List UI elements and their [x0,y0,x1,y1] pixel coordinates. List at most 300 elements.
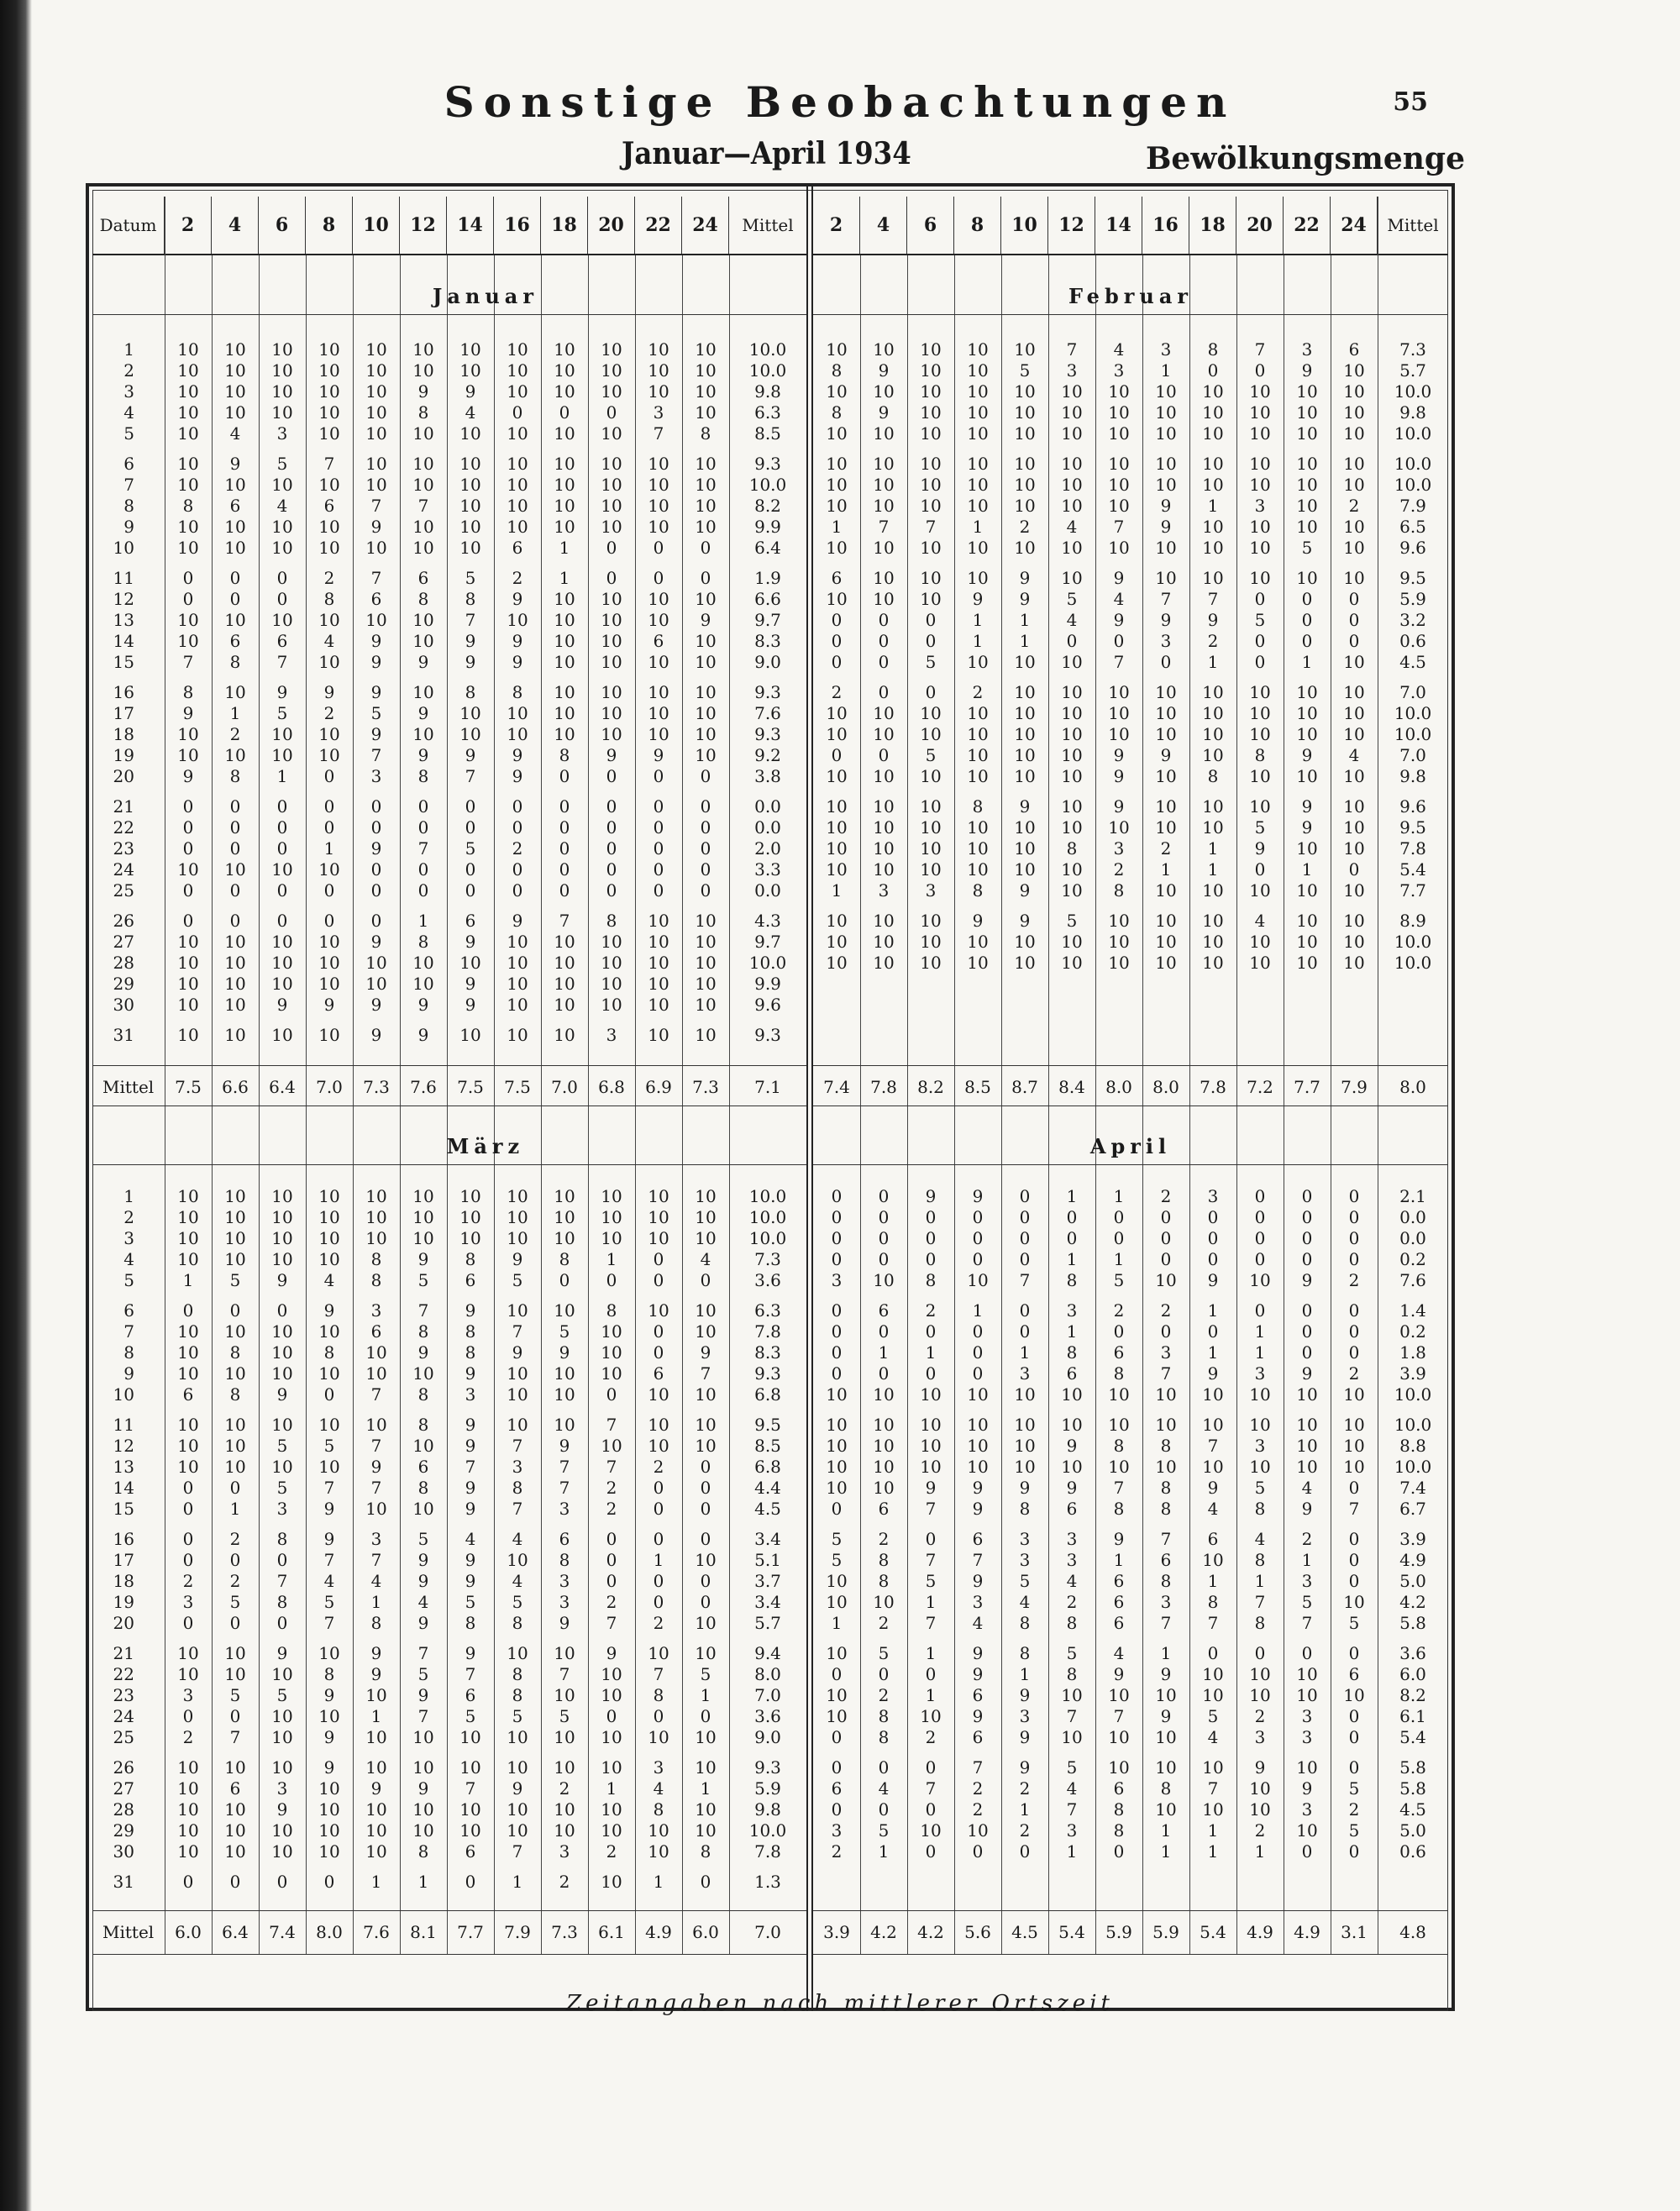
observation-cell: 3 [276,423,288,444]
observation-cell: 3 [370,766,382,786]
observation-cell: 10 [1296,1757,1318,1778]
daily-mean-cell: 9.9 [754,517,781,537]
daily-mean-cell: 4.4 [754,1478,781,1498]
observation-cell: 9 [512,766,523,786]
observation-cell: 0 [925,631,937,651]
observation-cell: 10 [1202,1664,1224,1684]
observation-cell: 7 [606,1457,617,1477]
observation-cell: 3 [276,1778,288,1799]
daily-mean-cell: 4.3 [754,911,781,931]
observation-cell: 10 [318,402,340,423]
observation-cell: 6 [1348,1664,1360,1684]
observation-cell: 10 [967,1436,989,1456]
observation-cell: 10 [648,1415,669,1435]
observation-cell: 0 [1019,1249,1031,1269]
observation-cell: 1 [1207,1300,1219,1321]
observation-cell: 0 [1301,1643,1313,1663]
observation-cell: 9 [925,1186,937,1206]
observation-cell: 2 [559,1778,570,1799]
observation-cell: 10 [1343,360,1365,381]
date-label: 13 [113,610,134,630]
observation-cell: 7 [370,1550,382,1570]
observation-cell: 0 [972,1321,984,1342]
observation-cell: 10 [1155,538,1177,558]
observation-cell: 10 [1249,568,1271,588]
observation-cell: 10 [920,454,942,474]
observation-cell: 10 [1108,381,1130,402]
observation-cell: 1 [1207,1820,1219,1841]
observation-cell: 10 [177,631,199,651]
daily-mean-cell: 5.8 [1399,1778,1426,1799]
observation-cell: 10 [554,1820,575,1841]
observation-cell: 10 [459,360,481,381]
observation-cell: 10 [177,360,199,381]
observation-cell: 10 [1014,1384,1036,1405]
observation-cell: 10 [177,1436,199,1456]
daily-mean-cell: 9.6 [1399,796,1426,817]
observation-cell: 1 [972,610,984,630]
observation-cell: 10 [365,381,387,402]
observation-cell: 3 [1301,1727,1313,1747]
observation-cell: 10 [271,953,293,973]
observation-cell: 9 [182,766,194,786]
observation-cell: 10 [601,381,622,402]
observation-cell: 0 [229,1300,241,1321]
hourly-mean-cell: 7.8 [870,1077,897,1097]
observation-cell: 9 [512,911,523,931]
observation-cell: 10 [648,974,669,994]
observation-cell: 0 [465,859,476,880]
observation-cell: 0 [1207,1643,1219,1663]
daily-mean-cell: 9.6 [754,995,781,1015]
observation-cell: 10 [1296,496,1318,516]
observation-cell: 1 [1160,1820,1172,1841]
observation-cell: 8 [972,796,984,817]
observation-cell: 0 [229,1550,241,1570]
observation-cell: 10 [648,652,669,672]
observation-cell: 0 [465,796,476,817]
observation-cell: 1 [972,1300,984,1321]
observation-cell: 0 [1301,631,1313,651]
observation-cell: 9 [512,1342,523,1363]
observation-cell: 0 [182,1872,194,1892]
date-label: 24 [113,1706,134,1726]
observation-cell: 10 [412,724,434,744]
observation-cell: 8 [1019,1613,1031,1633]
observation-cell: 10 [365,475,387,495]
observation-cell: 0 [1207,1228,1219,1248]
observation-cell: 10 [826,589,848,609]
observation-cell: 10 [224,475,246,495]
month-title-rule [813,314,1448,315]
observation-cell: 10 [1061,423,1083,444]
observation-cell: 0 [1348,1478,1360,1498]
observation-cell: 3 [276,1499,288,1519]
observation-cell: 2 [1348,1363,1360,1384]
observation-cell: 7 [370,1478,382,1498]
observation-cell: 0 [653,1342,664,1363]
observation-cell: 9 [182,703,194,723]
observation-cell: 10 [412,423,434,444]
observation-cell: 8 [653,1799,664,1820]
observation-cell: 9 [465,631,476,651]
observation-cell: 0 [276,1872,288,1892]
observation-cell: 5 [370,703,382,723]
daily-mean-cell: 4.5 [1399,1799,1426,1820]
observation-cell: 0 [182,1550,194,1570]
observation-cell: 6 [831,1778,843,1799]
observation-cell: 1 [417,911,429,931]
observation-cell: 9 [465,1436,476,1456]
observation-cell: 10 [826,953,848,973]
observation-cell: 4 [700,1249,711,1269]
hourly-mean-cell: 6.8 [598,1077,625,1097]
observation-cell: 0 [1254,589,1266,609]
date-label: 9 [123,517,134,537]
observation-cell: 0 [700,1706,711,1726]
observation-cell: 10 [648,682,669,702]
observation-cell: 0 [653,538,664,558]
observation-cell: 5 [465,838,476,859]
observation-cell: 1 [606,1249,617,1269]
header-hour: 24 [1331,197,1378,254]
daily-mean-cell: 7.3 [754,1249,781,1269]
observation-cell: 10 [1343,682,1365,702]
observation-cell: 10 [967,859,989,880]
observation-cell: 10 [1155,1384,1177,1405]
observation-cell: 10 [920,1457,942,1477]
observation-cell: 9 [1207,1270,1219,1290]
mean-row-rule [813,1910,1448,1911]
observation-cell: 0 [1113,1321,1125,1342]
observation-cell: 10 [873,381,895,402]
observation-cell: 10 [507,454,528,474]
observation-cell: 0 [653,568,664,588]
observation-cell: 1 [417,1872,429,1892]
date-label: 28 [113,953,134,973]
observation-cell: 10 [318,932,340,952]
observation-cell: 3 [370,1300,382,1321]
observation-cell: 10 [318,1706,340,1726]
observation-cell: 9 [1113,745,1125,765]
observation-cell: 0 [1207,1207,1219,1227]
hourly-mean-cell: 4.5 [1011,1922,1038,1942]
observation-cell: 8 [1066,838,1078,859]
observation-cell: 8 [417,1321,429,1342]
date-label: 29 [113,1820,134,1841]
observation-cell: 9 [1160,610,1172,630]
date-label: 30 [113,995,134,1015]
observation-cell: 0 [653,859,664,880]
observation-cell: 6 [972,1529,984,1549]
observation-cell: 10 [507,1757,528,1778]
observation-cell: 2 [1019,517,1031,537]
observation-cell: 6 [972,1727,984,1747]
header-hour: 16 [1142,197,1189,254]
observation-cell: 0 [559,796,570,817]
monthly-mean-cell: 4.8 [1399,1922,1426,1942]
observation-cell: 9 [417,703,429,723]
observation-cell: 9 [972,589,984,609]
daily-mean-cell: 10.0 [1394,423,1432,444]
header-hour: 24 [682,197,729,254]
hourly-mean-cell: 7.7 [457,1922,484,1942]
observation-cell: 0 [700,568,711,588]
observation-cell: 8 [1160,1778,1172,1799]
observation-cell: 10 [1108,454,1130,474]
observation-cell: 1 [512,1872,523,1892]
daily-mean-cell: 10.0 [748,953,787,973]
observation-cell: 0 [512,796,523,817]
observation-cell: 10 [365,360,387,381]
date-label: 23 [113,1685,134,1705]
observation-cell: 10 [967,381,989,402]
observation-cell: 0 [972,1342,984,1363]
observation-cell: 0 [182,589,194,609]
date-label: 25 [113,880,134,901]
observation-cell: 10 [224,1643,246,1663]
observation-cell: 0 [182,1478,194,1498]
hourly-mean-cell: 7.3 [551,1922,578,1942]
observation-cell: 1 [1019,1664,1031,1684]
observation-cell: 7 [370,1436,382,1456]
observation-cell: 7 [276,1571,288,1591]
observation-cell: 0 [831,631,843,651]
hourly-mean-cell: 5.4 [1058,1922,1085,1942]
observation-cell: 3 [1160,631,1172,651]
observation-cell: 10 [177,538,199,558]
observation-cell: 10 [1249,682,1271,702]
daily-mean-cell: 2.0 [754,838,781,859]
observation-cell: 10 [1343,724,1365,744]
observation-cell: 5 [925,745,937,765]
observation-cell: 10 [920,1384,942,1405]
observation-cell: 10 [507,974,528,994]
observation-cell: 10 [1296,766,1318,786]
observation-cell: 8 [559,1550,570,1570]
observation-cell: 7 [559,1457,570,1477]
observation-cell: 9 [323,1529,335,1549]
observation-cell: 5 [323,1592,335,1612]
observation-cell: 10 [967,1457,989,1477]
observation-cell: 5 [229,1685,241,1705]
observation-cell: 10 [601,1321,622,1342]
observation-cell: 9 [465,1363,476,1384]
observation-cell: 4 [1254,1529,1266,1549]
observation-cell: 10 [1014,932,1036,952]
observation-cell: 10 [1296,381,1318,402]
observation-cell: 10 [1061,381,1083,402]
observation-cell: 1 [1160,360,1172,381]
observation-cell: 10 [318,953,340,973]
observation-cell: 0 [276,911,288,931]
observation-cell: 8 [229,1384,241,1405]
observation-cell: 1 [831,880,843,901]
observation-cell: 8 [1254,1613,1266,1633]
date-label: 29 [113,974,134,994]
observation-cell: 4 [1019,1592,1031,1612]
observation-cell: 0 [925,682,937,702]
observation-cell: 9 [512,1249,523,1269]
mean-row-rule [92,1065,806,1066]
observation-cell: 1 [1019,1799,1031,1820]
observation-cell: 5 [878,1643,890,1663]
observation-cell: 10 [1296,911,1318,931]
observation-cell: 10 [1343,381,1365,402]
observation-cell: 0 [925,1799,937,1820]
observation-cell: 2 [512,568,523,588]
observation-cell: 4 [323,1270,335,1290]
observation-cell: 0 [1348,859,1360,880]
observation-cell: 10 [826,1571,848,1591]
observation-cell: 10 [1155,568,1177,588]
observation-cell: 10 [177,1778,199,1799]
observation-cell: 0 [831,1664,843,1684]
observation-cell: 10 [695,402,717,423]
daily-mean-cell: 5.4 [1399,859,1426,880]
observation-cell: 10 [695,496,717,516]
observation-cell: 10 [412,1363,434,1384]
observation-cell: 10 [826,838,848,859]
observation-cell: 10 [507,496,528,516]
hourly-mean-cell: 7.5 [175,1077,202,1097]
observation-cell: 10 [177,475,199,495]
hourly-mean-cell: 5.9 [1105,1922,1132,1942]
observation-cell: 8 [878,1706,890,1726]
daily-mean-cell: 9.3 [754,1025,781,1045]
observation-cell: 0 [925,1757,937,1778]
observation-cell: 8 [1113,1436,1125,1456]
daily-mean-cell: 4.5 [754,1499,781,1519]
observation-cell: 0 [878,1799,890,1820]
observation-cell: 10 [601,1757,622,1778]
observation-cell: 0 [653,766,664,786]
observation-cell: 10 [695,454,717,474]
observation-cell: 7 [512,1841,523,1862]
hourly-mean-cell: 6.0 [175,1922,202,1942]
date-label: 15 [113,1499,134,1519]
observation-cell: 10 [695,1207,717,1227]
observation-cell: 10 [412,631,434,651]
observation-cell: 4 [1207,1499,1219,1519]
observation-cell: 9 [465,745,476,765]
observation-cell: 9 [512,745,523,765]
observation-cell: 7 [559,911,570,931]
observation-cell: 3 [1254,1727,1266,1747]
observation-cell: 10 [695,339,717,360]
observation-cell: 10 [507,339,528,360]
header-hour: 10 [353,197,400,254]
daily-mean-cell: 7.6 [1399,1270,1426,1290]
observation-cell: 9 [972,1499,984,1519]
daily-mean-cell: 10.0 [1394,1457,1432,1477]
observation-cell: 0 [276,838,288,859]
observation-cell: 10 [601,652,622,672]
observation-cell: 9 [370,995,382,1015]
daily-mean-cell: 9.7 [754,932,781,952]
observation-cell: 10 [967,745,989,765]
observation-cell: 10 [1108,475,1130,495]
observation-cell: 9 [1019,911,1031,931]
observation-cell: 1 [1066,1249,1078,1269]
observation-cell: 10 [695,932,717,952]
observation-cell: 5 [417,1270,429,1290]
observation-cell: 5 [276,1436,288,1456]
observation-cell: 10 [1202,423,1224,444]
observation-cell: 10 [1108,817,1130,838]
observation-cell: 10 [601,1872,622,1892]
observation-cell: 7 [559,1664,570,1684]
observation-cell: 10 [1155,423,1177,444]
observation-cell: 10 [1155,1270,1177,1290]
observation-cell: 9 [370,517,382,537]
daily-mean-cell: 6.8 [754,1457,781,1477]
observation-cell: 8 [512,682,523,702]
observation-cell: 10 [1014,859,1036,880]
observation-cell: 0 [1207,1321,1219,1342]
observation-cell: 9 [1113,568,1125,588]
observation-cell: 1 [182,1270,194,1290]
observation-cell: 10 [695,1727,717,1747]
observation-cell: 10 [873,568,895,588]
observation-cell: 10 [1155,682,1177,702]
block-end-rule [813,1954,1448,1955]
date-label: 12 [113,1436,134,1456]
observation-cell: 0 [182,1613,194,1633]
observation-cell: 3 [653,402,664,423]
observation-cell: 9 [370,724,382,744]
observation-cell: 5 [229,1270,241,1290]
observation-cell: 5 [323,1436,335,1456]
observation-cell: 0 [276,817,288,838]
observation-cell: 1 [559,538,570,558]
observation-cell: 3 [1160,1342,1172,1363]
observation-cell: 10 [1249,796,1271,817]
date-label: 18 [113,1571,134,1591]
observation-cell: 10 [1249,703,1271,723]
daily-mean-cell: 6.3 [754,1300,781,1321]
observation-cell: 10 [873,932,895,952]
observation-cell: 5 [512,1270,523,1290]
observation-cell: 10 [271,339,293,360]
observation-cell: 7 [370,568,382,588]
observation-cell: 10 [365,1499,387,1519]
observation-cell: 10 [1296,724,1318,744]
observation-cell: 0 [229,911,241,931]
observation-cell: 5 [1348,1778,1360,1799]
observation-cell: 9 [465,1300,476,1321]
observation-cell: 6 [229,631,241,651]
header-hour: 22 [635,197,682,254]
observation-cell: 0 [1160,1321,1172,1342]
observation-cell: 10 [695,517,717,537]
observation-cell: 10 [365,1799,387,1820]
daily-mean-cell: 8.2 [1399,1685,1426,1705]
observation-cell: 10 [967,1384,989,1405]
observation-cell: 0 [1160,1207,1172,1227]
observation-cell: 10 [365,1207,387,1227]
observation-cell: 7 [370,496,382,516]
observation-cell: 10 [695,631,717,651]
observation-cell: 7 [512,1321,523,1342]
observation-cell: 10 [967,766,989,786]
observation-cell: 10 [1061,859,1083,880]
observation-cell: 0 [1254,652,1266,672]
observation-cell: 10 [318,610,340,630]
observation-cell: 0 [700,1270,711,1290]
observation-cell: 10 [554,1685,575,1705]
observation-cell: 8 [417,932,429,952]
